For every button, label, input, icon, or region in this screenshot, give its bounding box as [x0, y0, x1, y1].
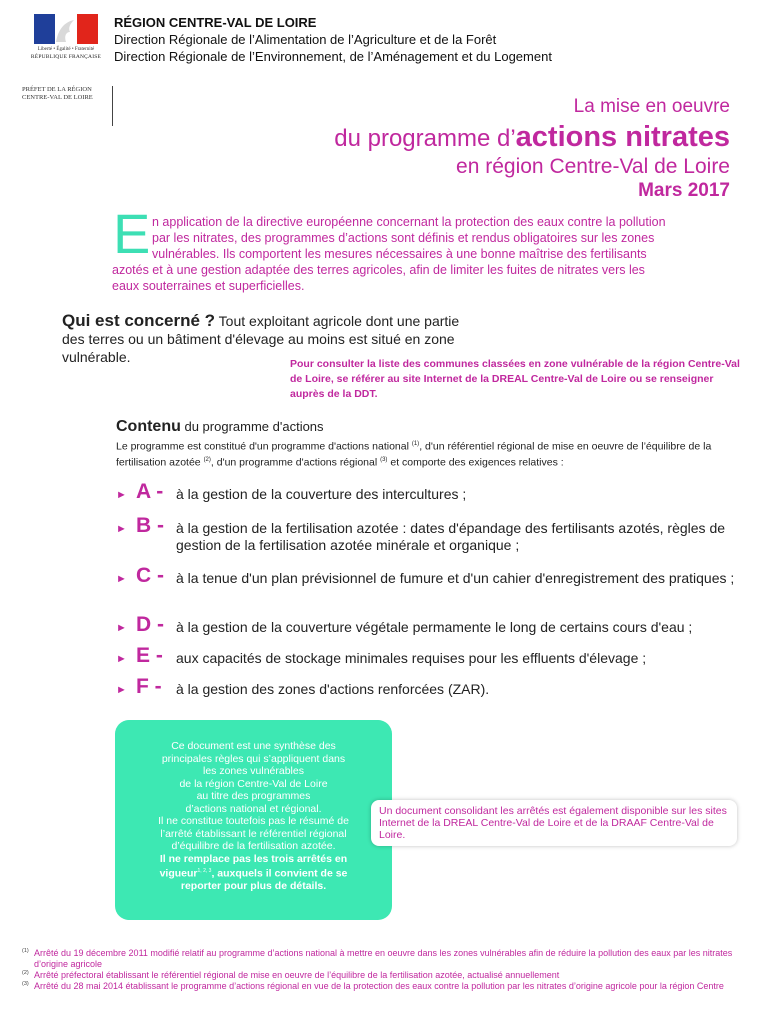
- synthesis-bold-line: [135, 880, 372, 893]
- item-text: à la gestion de la couverture végétale permamente le long de certains cours d'eau ;: [176, 619, 693, 635]
- synthesis-line: au titre des programmes: [196, 790, 311, 802]
- consolidated-doc-note: Un document consolidant les arrêtés est également disponible sur les sites Internet de la DREAL Centre-Val de Loire et de la DRAAF Centre-Val de Loire.: [371, 800, 737, 846]
- item-letter: F -: [136, 675, 162, 698]
- title-line-1: La mise en oeuvre: [573, 96, 730, 117]
- arrow-icon: ►: [116, 573, 127, 585]
- requirement-item-b: [116, 514, 756, 558]
- header-region: RÉGION CENTRE-VAL DE LOIRE: [114, 15, 317, 30]
- footnote-mark: (1): [22, 948, 29, 954]
- qui-text: Tout exploitant agricole dont une partie des terres ou un bâtiment d'élevage au moins est situé en zone vulnérable.: [62, 313, 460, 365]
- contenu-desc-a: Le programme est constitué d'un programme d'actions national: [116, 440, 412, 453]
- synthesis-bold-2b: , auxquels il convient de se: [211, 867, 348, 880]
- synthesis-line: d’actions national et régional.: [185, 802, 322, 815]
- item-text: à la gestion des zones d'actions renforcées (ZAR).: [176, 681, 490, 697]
- synthesis-bold-2a: vigueur: [159, 867, 198, 880]
- marianne-flag-icon: [34, 14, 98, 44]
- footnote-ref-2: (2): [203, 456, 211, 463]
- synthesis-bold-1: Il ne remplace pas les trois arrêtés en: [159, 852, 348, 865]
- footnote-ref-3: (3): [380, 456, 388, 463]
- intro-dropcap: E: [113, 202, 151, 265]
- footnote-text: Arrêté du 28 mai 2014 établissant le programme d’actions régional en vue de la protection des eaux contre la pollution par les nitrates d’origine agricole pour la région Centre: [34, 981, 724, 991]
- intro-line: eaux souterraines et superficielles.: [112, 279, 305, 293]
- footnote-2: [22, 970, 752, 981]
- contenu-description: [116, 438, 746, 469]
- header-draaf: Direction Régionale de l’Alimentation de l’Agriculture et de la Forêt: [114, 32, 497, 47]
- intro-line: vulnérables. Ils comportent les mesures nécessaires à une bonne maîtrise des fertilisants: [152, 247, 647, 261]
- item-text: à la tenue d'un plan prévisionnel de fumure et d'un cahier d'enregistrement des pratiques ;: [176, 570, 735, 586]
- arrow-icon: ►: [116, 653, 127, 665]
- synthesis-line: l’arrêté établissant le référentiel régional: [160, 827, 347, 840]
- footnote-ref-1: (1): [411, 441, 420, 447]
- republique-francaise-logo: [24, 14, 108, 70]
- requirement-item-f: [116, 675, 756, 719]
- title-date: Mars 2017: [638, 180, 730, 201]
- footnote-3: [22, 981, 752, 992]
- intro-paragraph: [114, 214, 731, 294]
- title-line-2-bold: actions nitrates: [515, 121, 730, 153]
- header-block: [114, 14, 552, 65]
- synthesis-line: d’équilibre de la fertilisation azotée.: [171, 840, 336, 852]
- requirement-item-c: [116, 564, 756, 608]
- intro-line: azotés et à une gestion adaptée des terres agricoles, afin de limiter les fuites de nitrates vers les: [112, 263, 645, 277]
- footnote-1: [22, 948, 752, 970]
- item-letter: C -: [136, 564, 164, 587]
- logo-motto: Liberté • Égalité • Fraternité: [37, 47, 95, 52]
- arrow-icon: ►: [116, 622, 127, 634]
- synthesis-line: de la région Centre-Val de Loire: [179, 777, 328, 790]
- contenu-title: Contenu: [116, 418, 181, 435]
- zone-vulnerable-note: Pour consulter la liste des communes classées en zone vulnérable de la région Centre-Val de Loire, se référer au site Internet de la DREAL Centre-Val de Loire ou se renseigner auprès de la DDT.: [290, 358, 740, 400]
- footnote-mark: (2): [22, 970, 29, 976]
- synthesis-bold-line: [135, 865, 372, 880]
- contenu-desc-d: et comporte des exigences relatives :: [387, 456, 564, 468]
- footnote-text: Arrêté du 19 décembre 2011 modifié relatif au programme d’actions national à mettre en oeuvre dans les zones vulnérables afin de réduire la pollution des eaux par les nitrates d’origine agricole: [34, 948, 733, 969]
- synthesis-text: [135, 740, 372, 893]
- prefet-line-2: CENTRE-VAL DE LOIRE: [22, 94, 93, 101]
- synthesis-line: Ce document est une synthèse des: [171, 740, 336, 752]
- item-letter: A -: [136, 480, 164, 503]
- intro-line: par les nitrates, des programmes d’actions sont définis et rendus obligatoires sur les zones: [152, 231, 655, 245]
- footnote-mark: (3): [22, 981, 29, 987]
- arrow-icon: ►: [116, 489, 127, 501]
- contenu-desc-c: , d'un programme d'actions régional: [210, 456, 381, 468]
- title-line-2-prefix: du programme d’: [334, 125, 516, 152]
- title-line-2: [334, 121, 730, 154]
- prefet-label: [22, 86, 113, 126]
- item-text: à la gestion de la fertilisation azotée : dates d'épandage des fertilisants azotés, règles de gestion de la fertilisation azotée minérale et organique ;: [176, 520, 726, 553]
- qui-title: Qui est concerné ?: [62, 311, 216, 330]
- header-dreal: Direction Régionale de l’Environnement, de l’Aménagement et du Logement: [114, 49, 552, 64]
- synthesis-line: Il ne constitue toutefois pas le résumé de: [158, 815, 349, 827]
- contenu-desc-b: , d'un référentiel régional de mise en oeuvre de l’équilibre de la fertilisation azotée: [116, 440, 712, 468]
- arrow-icon: ►: [116, 523, 127, 535]
- footnote-text: Arrêté préfectoral établissant le référentiel régional de mise en oeuvre de l’équilibre de la fertilisation azotée, actualisé annuellement: [34, 970, 560, 980]
- logo-republic: RÉPUBLIQUE FRANÇAISE: [30, 54, 102, 60]
- item-letter: D -: [136, 613, 164, 636]
- synthesis-bold-3: reporter pour plus de détails.: [180, 880, 327, 892]
- item-text: aux capacités de stockage minimales requises pour les effluents d'élevage ;: [176, 650, 647, 666]
- intro-line: n application de la directive européenne concernant la protection des eaux contre la pollution: [152, 215, 666, 229]
- arrow-icon: ►: [116, 684, 127, 696]
- item-letter: E -: [136, 644, 163, 667]
- prefet-line-1: PRÉFET DE LA RÉGION: [22, 86, 92, 93]
- synthesis-line: principales règles qui s’appliquent dans: [161, 752, 346, 765]
- item-letter: B -: [136, 514, 164, 537]
- title-line-3: en région Centre-Val de Loire: [456, 155, 730, 178]
- synthesis-bold-line: [135, 853, 372, 866]
- contenu-subtitle: du programme d'actions: [180, 419, 324, 434]
- item-text: à la gestion de la couverture des intercultures ;: [176, 486, 467, 502]
- contenu-heading: [116, 418, 324, 436]
- synthesis-box: [115, 720, 392, 920]
- synthesis-bold-sup: 1, 2, 3: [197, 868, 212, 874]
- synthesis-line: les zones vulnérables: [203, 765, 304, 777]
